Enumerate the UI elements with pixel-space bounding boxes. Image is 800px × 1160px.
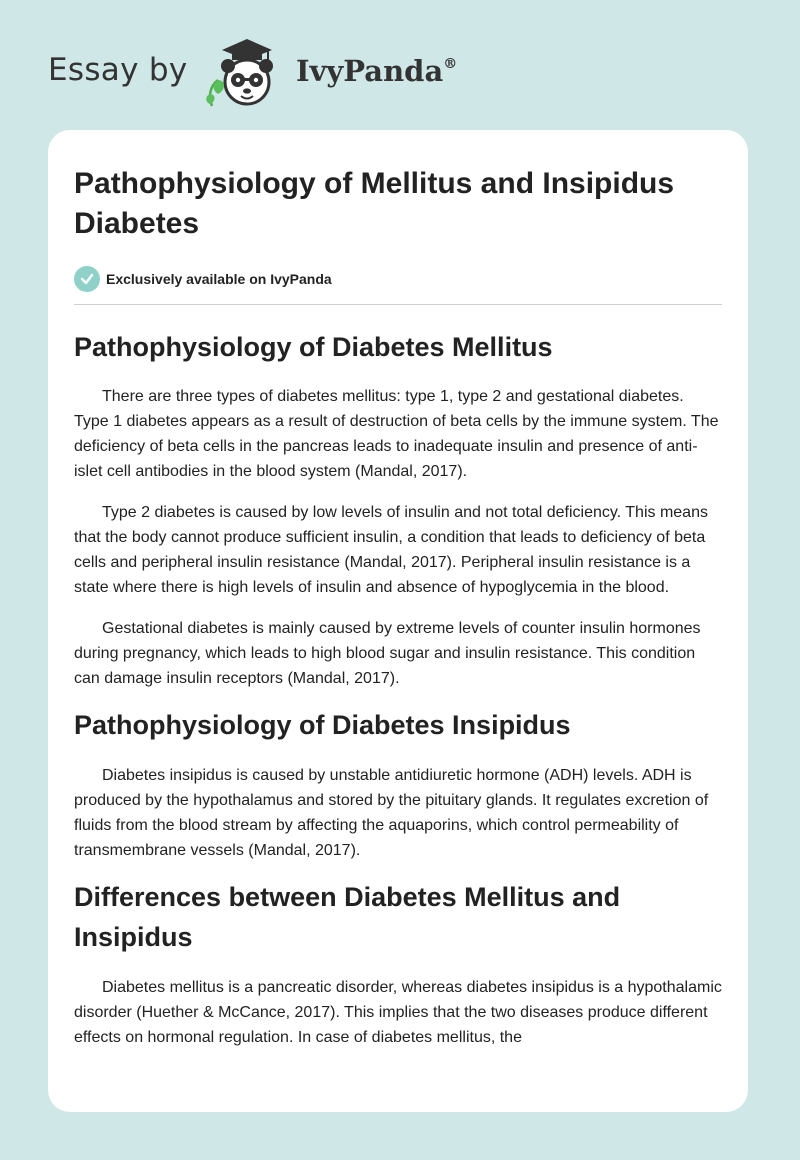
ivypanda-logo-icon (202, 36, 292, 110)
section-heading: Differences between Diabetes Mellitus and Insipidus (74, 882, 621, 952)
essay-card (48, 130, 748, 1112)
section-heading: Pathophysiology of Diabetes Mellitus (74, 332, 553, 362)
essay-by-label: Essay by (48, 52, 188, 88)
paragraph: Diabetes insipidus is caused by unstable antidiuretic hormone (ADH) levels. ADH is produced by the hypothalamus and stored by the pituitary glands. It regulates excretion of fluids from the blood stream by affecting the aquaporins, which control permeability of transmembrane vessels (Mandal, 2017). (74, 767, 709, 859)
brand-name: IvyPanda® (296, 54, 458, 88)
section-heading: Pathophysiology of Diabetes Insipidus (74, 710, 571, 740)
paragraph: Gestational diabetes is mainly caused by extreme levels of counter insulin hormones during pregnancy, which leads to high blood sugar and insulin resistance. This condition can damage insulin receptors (Mandal, 2017). (74, 620, 701, 687)
page-title: Pathophysiology of Mellitus and Insipidus Diabetes (74, 167, 675, 240)
paragraph: There are three types of diabetes mellitus: type 1, type 2 and gestational diabetes. Type 1 diabetes appears as a result of destruction of beta cells by the immune system. The deficiency of beta cells in the pancreas leads to inadequate insulin and presence of anti-islet cell antibodies in the blood system (Mandal, 2017). (74, 388, 719, 480)
divider (74, 304, 722, 305)
site-header (48, 36, 748, 110)
paragraph: Type 2 diabetes is caused by low levels of insulin and not total deficiency. This means that the body cannot produce sufficient insulin, a condition that leads to deficiency of beta cells and peripheral insulin resistance (Mandal, 2017). Peripheral insulin resistance is a state where there is high levels of insulin and absence of hypoglycemia in the blood. (74, 504, 708, 596)
check-icon (74, 266, 100, 292)
paragraph: Diabetes mellitus is a pancreatic disorder, whereas diabetes insipidus is a hypothalamic disorder (Huether & McCance, 2017). This implies that the two diseases produce different effects on hormonal regulation. In case of diabetes mellitus, the (74, 979, 722, 1046)
badge-text: Exclusively available on IvyPanda (106, 271, 332, 287)
exclusive-badge (74, 264, 722, 294)
